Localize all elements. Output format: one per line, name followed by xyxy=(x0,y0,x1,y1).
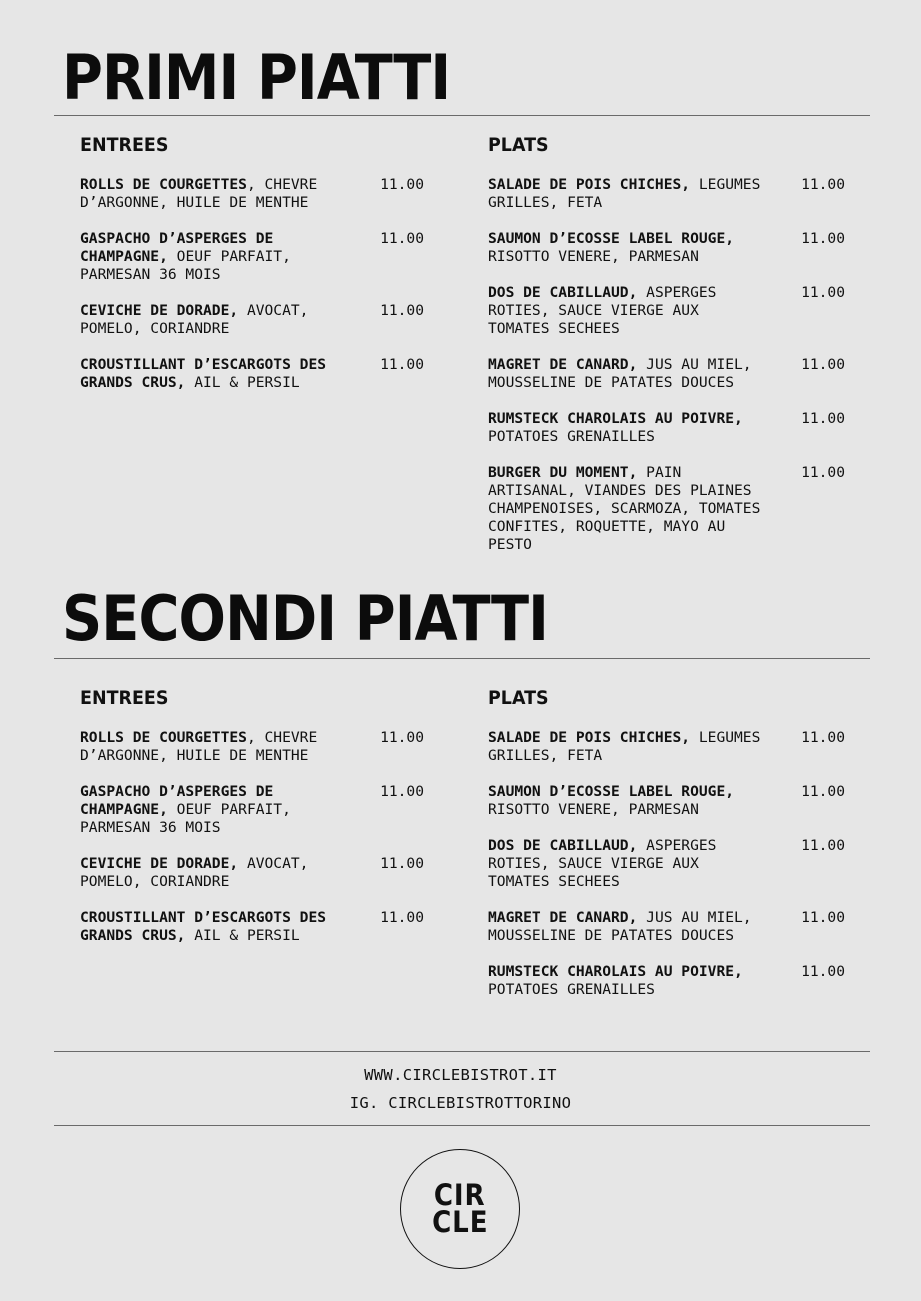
menu-item-name: SAUMON D’ECOSSE LABEL ROUGE, xyxy=(488,230,735,247)
divider xyxy=(54,1125,870,1126)
menu-item-description xyxy=(488,176,768,212)
entrees-heading: ENTREES xyxy=(80,687,169,709)
menu-item-name: CEVICHE DE DORADE, xyxy=(80,855,239,872)
menu-item xyxy=(488,909,845,945)
menu-item-description xyxy=(80,729,360,765)
menu-item-description xyxy=(488,783,768,819)
menu-item-ingredients: OEUF PARFAIT, PARMESAN 36 MOIS xyxy=(80,801,291,836)
menu-item-ingredients: , CHEVRE D’ARGONNE, HUILE DE MENTHE xyxy=(80,729,318,764)
menu-item-ingredients: AVOCAT, POMELO, CORIANDRE xyxy=(80,302,309,337)
logo-line: CIR xyxy=(434,1178,486,1212)
menu-item-name: ROLLS DE COURGETTES xyxy=(80,729,247,746)
menu-item xyxy=(488,963,845,999)
menu-item xyxy=(488,783,845,819)
menu-item-name: DOS DE CABILLAUD, xyxy=(488,837,638,854)
menu-item-name: RUMSTECK CHAROLAIS AU POIVRE, xyxy=(488,410,743,427)
menu-item-name: MAGRET DE CANARD, xyxy=(488,909,638,926)
menu-item-name: RUMSTECK CHAROLAIS AU POIVRE, xyxy=(488,963,743,980)
menu-item-name: GASPACHO D’ASPERGES DE CHAMPAGNE, xyxy=(80,230,274,265)
menu-item-price: 11.00 xyxy=(801,284,845,301)
menu-item-ingredients: ASPERGES ROTIES, SAUCE VIERGE AUX TOMATES SECHEES xyxy=(488,837,717,890)
menu-item-name: SALADE DE POIS CHICHES, xyxy=(488,176,691,193)
menu-item-price: 11.00 xyxy=(380,176,424,193)
menu-item-name: CROUSTILLANT D’ESCARGOTS DES GRANDS CRUS, xyxy=(80,356,327,391)
menu-item xyxy=(80,783,424,837)
menu-item-ingredients: JUS AU MIEL, MOUSSELINE DE PATATES DOUCES xyxy=(488,356,752,391)
menu-item-description xyxy=(80,302,360,338)
secondi-entrees-list xyxy=(80,729,424,963)
menu-item xyxy=(488,837,845,891)
menu-item-price: 11.00 xyxy=(801,963,845,980)
section-title-primi: PRIMI PIATTI xyxy=(62,41,451,114)
menu-item xyxy=(80,909,424,945)
menu-item-name: GASPACHO D’ASPERGES DE CHAMPAGNE, xyxy=(80,783,274,818)
menu-item-description xyxy=(488,464,768,554)
menu-item-ingredients: POTATOES GRENAILLES xyxy=(488,981,655,998)
menu-item-description xyxy=(488,963,768,999)
menu-item-ingredients: LEGUMES GRILLES, FETA xyxy=(488,176,761,211)
menu-item-price: 11.00 xyxy=(380,855,424,872)
menu-item xyxy=(80,356,424,392)
menu-item-ingredients: AIL & PERSIL xyxy=(185,927,300,944)
menu-item-name: ROLLS DE COURGETTES xyxy=(80,176,247,193)
menu-item-ingredients: PAIN ARTISANAL, VIANDES DES PLAINES CHAMPENOISES, SCARMOZA, TOMATES CONFITES, ROQUETTE, MAYO AU PESTO xyxy=(488,464,761,553)
menu-item-price: 11.00 xyxy=(380,729,424,746)
menu-item xyxy=(488,410,845,446)
menu-item-name: DOS DE CABILLAUD, xyxy=(488,284,638,301)
menu-item-description xyxy=(80,230,360,284)
secondi-plats-list xyxy=(488,729,845,1017)
circle-logo xyxy=(400,1149,520,1269)
menu-item-ingredients: POTATOES GRENAILLES xyxy=(488,428,655,445)
menu-item-price: 11.00 xyxy=(380,909,424,926)
menu-item xyxy=(488,176,845,212)
menu-item-ingredients: JUS AU MIEL, MOUSSELINE DE PATATES DOUCES xyxy=(488,909,752,944)
menu-item-ingredients: , CHEVRE D’ARGONNE, HUILE DE MENTHE xyxy=(80,176,318,211)
menu-item-description xyxy=(488,230,768,266)
menu-item-price: 11.00 xyxy=(801,783,845,800)
menu-item-ingredients: AIL & PERSIL xyxy=(185,374,300,391)
menu-item-name: CROUSTILLANT D’ESCARGOTS DES GRANDS CRUS, xyxy=(80,909,327,944)
logo-line: CLE xyxy=(431,1205,489,1239)
menu-item-price: 11.00 xyxy=(801,176,845,193)
menu-item-ingredients: RISOTTO VENERE, PARMESAN xyxy=(488,248,699,265)
menu-item-name: CEVICHE DE DORADE, xyxy=(80,302,239,319)
menu-item-description xyxy=(80,855,360,891)
entrees-heading: ENTREES xyxy=(80,134,169,156)
menu-item-ingredients: ASPERGES ROTIES, SAUCE VIERGE AUX TOMATES SECHEES xyxy=(488,284,717,337)
menu-item xyxy=(80,176,424,212)
menu-item-ingredients: OEUF PARFAIT, PARMESAN 36 MOIS xyxy=(80,248,291,283)
menu-item-price: 11.00 xyxy=(801,837,845,854)
menu-item-ingredients: AVOCAT, POMELO, CORIANDRE xyxy=(80,855,309,890)
menu-item-description xyxy=(80,176,360,212)
menu-item-name: SAUMON D’ECOSSE LABEL ROUGE, xyxy=(488,783,735,800)
menu-item-ingredients: LEGUMES GRILLES, FETA xyxy=(488,729,761,764)
menu-item xyxy=(488,464,845,554)
menu-item xyxy=(80,230,424,284)
instagram-handle[interactable]: IG. CIRCLEBISTROTTORINO xyxy=(349,1094,572,1112)
primi-entrees-list xyxy=(80,176,424,410)
menu-item-price: 11.00 xyxy=(380,230,424,247)
menu-item-price: 11.00 xyxy=(380,783,424,800)
menu-item xyxy=(80,729,424,765)
menu-item xyxy=(488,230,845,266)
menu-item xyxy=(80,855,424,891)
menu-item-name: BURGER DU MOMENT, xyxy=(488,464,638,481)
menu-item-price: 11.00 xyxy=(380,302,424,319)
menu-item-name: MAGRET DE CANARD, xyxy=(488,356,638,373)
menu-item-description xyxy=(488,284,768,338)
website-link[interactable]: WWW.CIRCLEBISTROT.IT xyxy=(364,1066,557,1084)
menu-item-price: 11.00 xyxy=(801,464,845,481)
divider xyxy=(54,658,870,659)
menu-item-price: 11.00 xyxy=(801,410,845,427)
primi-plats-list xyxy=(488,176,845,572)
menu-item-description xyxy=(488,410,768,446)
menu-item-description xyxy=(80,356,360,392)
divider xyxy=(54,1051,870,1052)
menu-item-price: 11.00 xyxy=(801,909,845,926)
menu-item-name: SALADE DE POIS CHICHES, xyxy=(488,729,691,746)
menu-item-description xyxy=(488,909,768,945)
menu-item-description xyxy=(80,783,360,837)
plats-heading: PLATS xyxy=(488,134,549,156)
menu-item-description xyxy=(488,729,768,765)
menu-item xyxy=(80,302,424,338)
menu-item xyxy=(488,729,845,765)
divider xyxy=(54,115,870,116)
menu-item-description xyxy=(488,356,768,392)
menu-item-price: 11.00 xyxy=(380,356,424,373)
menu-item-price: 11.00 xyxy=(801,356,845,373)
section-title-secondi: SECONDI PIATTI xyxy=(62,582,548,655)
menu-item xyxy=(488,356,845,392)
menu-item-price: 11.00 xyxy=(801,230,845,247)
menu-item xyxy=(488,284,845,338)
menu-item-ingredients: RISOTTO VENERE, PARMESAN xyxy=(488,801,699,818)
menu-item-price: 11.00 xyxy=(801,729,845,746)
menu-item-description xyxy=(80,909,360,945)
menu-item-description xyxy=(488,837,768,891)
plats-heading: PLATS xyxy=(488,687,549,709)
